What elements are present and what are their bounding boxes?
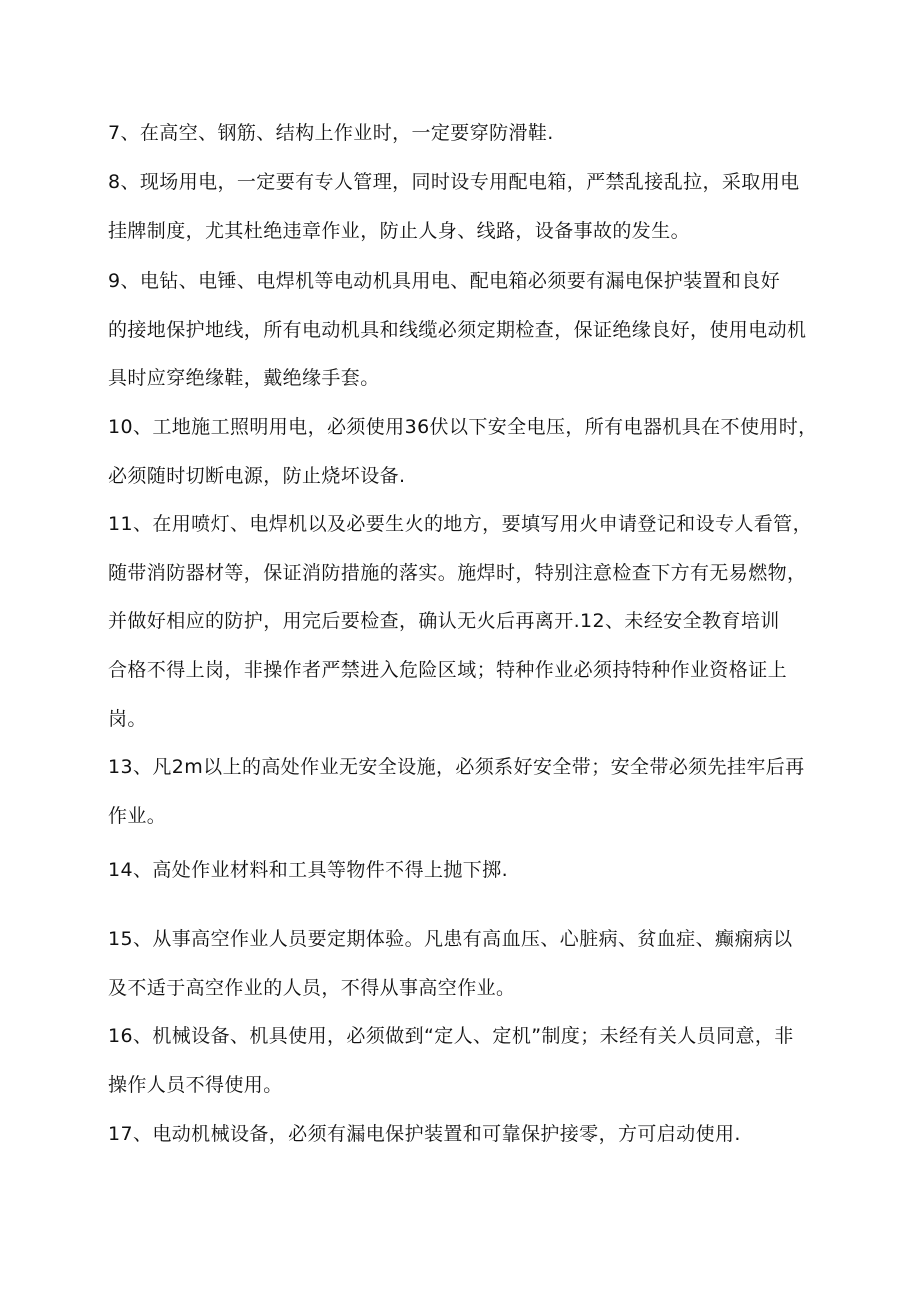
text-line: 15、从事高空作业人员要定期体验。凡患有高血压、心脏病、贫血症、癫痫病以	[108, 928, 793, 950]
text-line: 10、工地施工照明用电，必须使用36伏以下安全电压，所有电器机具在不使用时，	[108, 416, 818, 438]
text-line: 14、高处作业材料和工具等物件不得上抛下掷.	[108, 859, 509, 881]
text-line: 及不适于高空作业的人员，不得从事高空作业。	[108, 977, 516, 999]
text-line: 操作人员不得使用。	[108, 1074, 283, 1096]
text-line: 合格不得上岗，非操作者严禁进入危险区域；特种作业必须持特种作业资格证上	[108, 659, 788, 681]
text-line: 必须随时切断电源，防止烧坏设备.	[108, 465, 406, 487]
text-line: 17、电动机械设备，必须有漏电保护装置和可靠保护接零，方可启动使用.	[108, 1123, 741, 1145]
text-line: 挂牌制度，尤其杜绝违章作业，防止人身、线路，设备事故的发生。	[108, 220, 691, 242]
text-line: 随带消防器材等，保证消防措施的落实。施焊时，特别注意检查下方有无易燃物，	[108, 562, 807, 584]
text-line: 作业。	[108, 805, 167, 827]
text-line: 7、在高空、钢筋、结构上作业时，一定要穿防滑鞋.	[108, 122, 554, 144]
text-line: 8、现场用电，一定要有专人管理，同时设专用配电箱，严禁乱接乱拉，采取用电	[108, 171, 800, 193]
text-line: 的接地保护地线，所有电动机具和线缆必须定期检查，保证绝缘良好，使用电动机	[108, 319, 807, 341]
text-line: 并做好相应的防护，用完后要检查，确认无火后再离开.12、未经安全教育培训	[108, 610, 780, 632]
text-line: 11、在用喷灯、电焊机以及必要生火的地方，要填写用火申请登记和设专人看管，	[108, 513, 812, 535]
text-line: 9、电钻、电锤、电焊机等电动机具用电、配电箱必须要有漏电保护装置和良好	[108, 270, 781, 292]
text-line: 13、凡2m以上的高处作业无安全设施，必须系好安全带；安全带必须先挂牢后再	[108, 756, 805, 778]
text-line: 岗。	[108, 708, 147, 730]
text-line: 具时应穿绝缘鞋，戴绝缘手套。	[108, 367, 380, 389]
text-line: 16、机械设备、机具使用，必须做到“定人、定机”制度；未经有关人员同意，非	[108, 1025, 794, 1047]
